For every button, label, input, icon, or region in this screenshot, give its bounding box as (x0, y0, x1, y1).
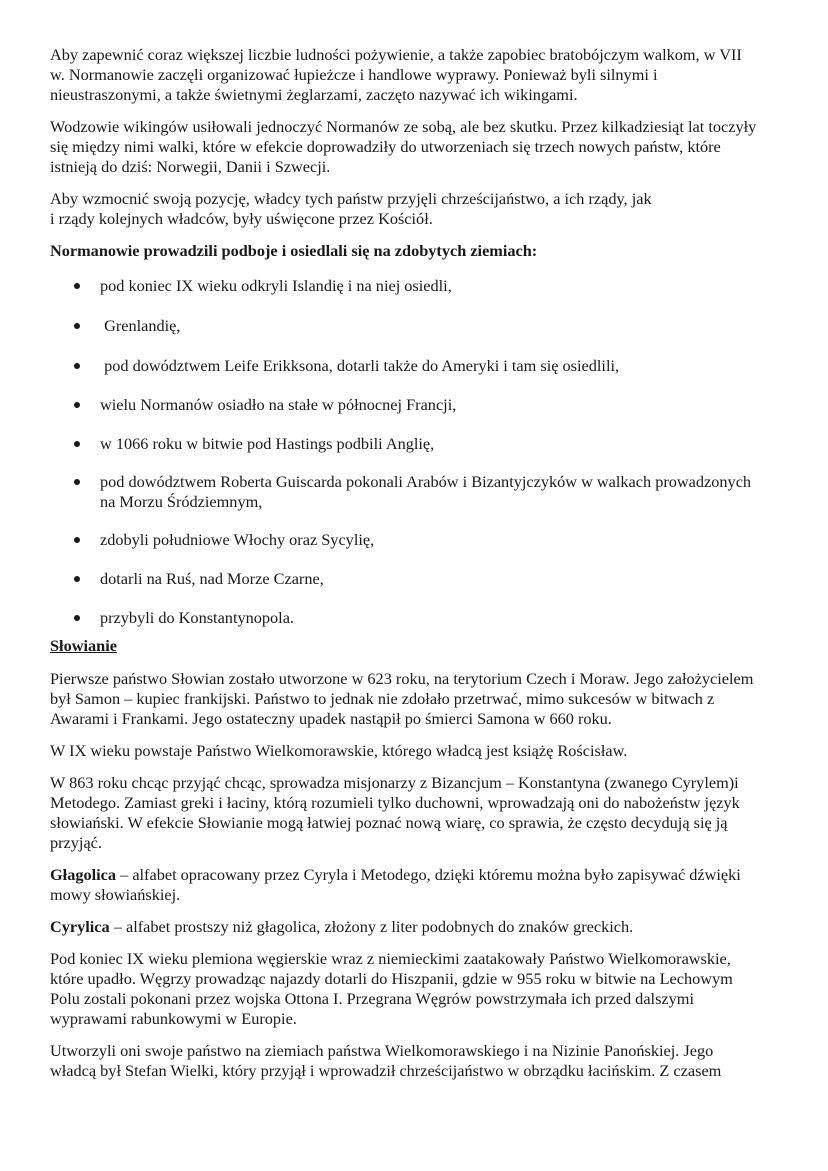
list-item-text: zdobyli południowe Włochy oraz Sycylię, (100, 530, 375, 549)
bullet-icon (74, 363, 80, 369)
document-page (50, 45, 775, 1081)
bullet-icon (74, 615, 80, 621)
conquests-list (50, 276, 775, 628)
text-line: Aby wzmocnić swoją pozycję, władcy tych państw przyjęli chrześcijaństwo, a ich rządy, jak (50, 189, 652, 208)
list-item-text: Grenlandię, (100, 316, 181, 335)
cyrylica-definition (50, 917, 775, 937)
conquests-heading: Normanowie prowadzili podboje i osiedlali się na zdobytych ziemiach: (50, 241, 538, 260)
text-line: w. Normanowie zaczęli organizować łupieżcze i handlowe wyprawy. Ponieważ byli silnymi i (50, 65, 658, 84)
text-line: nieustraszonymi, a także świetnymi żeglarzami, zaczęto nazywać ich wikingami. (50, 85, 578, 104)
list-item (50, 530, 775, 550)
text-line: i rządy kolejnych władców, były uświęcone przez Kościół. (50, 209, 433, 228)
definition-text: – alfabet prostszy niż głagolica, złożony z liter podobnych do znaków greckich. (109, 917, 634, 936)
list-item (50, 472, 775, 512)
bullet-icon (74, 537, 80, 543)
text-line: Wodzowie wikingów usiłowali jednoczyć Normanów ze sobą, ale bez skutku. Przez kilkadziesiąt lat toczyły (50, 117, 757, 136)
text-line: Metodego. Zamiast greki i łaciny, którą rozumieli tylko duchowni, wprowadzają oni do nabożeństw język (50, 793, 740, 812)
list-item (50, 434, 775, 454)
term-cyrylica: Cyrylica (50, 917, 110, 936)
text-line: które upadło. Węgrzy prowadząc najazdy dotarli do Hiszpanii, gdzie w 955 roku w bitwie na Lechowym (50, 969, 733, 988)
text-line: przyjąć. (50, 833, 102, 852)
vikings-paragraph-3 (50, 189, 775, 229)
text-line: Awarami i Frankami. Jego ostateczny upadek nastąpił po śmierci Samona w 660 roku. (50, 709, 612, 728)
definition-text: – alfabet opracowany przez Cyryla i Metodego, dzięki któremu można było zapisywać dźwięki (116, 865, 741, 884)
text-line: był Samon – kupiec frankijski. Państwo to jednak nie zdołało przetrwać, mimo sukcesów w bitwach z (50, 689, 715, 708)
vikings-paragraph-2 (50, 117, 775, 177)
slavs-paragraph-1 (50, 669, 775, 729)
bullet-icon (74, 323, 80, 329)
vikings-paragraph-1 (50, 45, 775, 105)
list-item (50, 608, 775, 628)
list-item-text: w 1066 roku w bitwie pod Hastings podbili Anglię, (100, 434, 435, 453)
slavs-paragraph-2 (50, 741, 775, 761)
text-line: istnieją do dziś: Norwegii, Danii i Szwecji. (50, 157, 331, 176)
text-line: Aby zapewnić coraz większej liczbie ludności pożywienie, a także zapobiec bratobójczym walkom, w VII (50, 45, 742, 64)
definition-text: mowy słowiańskiej. (50, 885, 181, 904)
list-item-text: przybyli do Konstantynopola. (100, 608, 294, 627)
bullet-icon (74, 479, 80, 485)
list-item (50, 569, 775, 589)
slavs-paragraph-5 (50, 1041, 775, 1081)
slavs-paragraph-4 (50, 949, 775, 1029)
list-item (50, 316, 775, 336)
text-line: Pierwsze państwo Słowian zostało utworzone w 623 roku, na terytorium Czech i Moraw. Jego założycielem (50, 669, 754, 688)
bullet-icon (74, 402, 80, 408)
glagolica-definition (50, 865, 775, 905)
bullet-icon (74, 283, 80, 289)
text-line: wyprawami rabunkowymi w Europie. (50, 1009, 297, 1028)
list-item-text: pod dowództwem Roberta Guiscarda pokonali Arabów i Bizantyjczyków w walkach prowadzonych (100, 472, 752, 491)
list-item-text: wielu Normanów osiadło na stałe w północnej Francji, (100, 395, 457, 414)
term-glagolica: Głagolica (50, 865, 117, 884)
section-heading-slavs: Słowianie (50, 636, 117, 655)
slavs-paragraph-3 (50, 773, 775, 853)
list-item (50, 276, 775, 296)
bullet-icon (74, 576, 80, 582)
list-item-text: na Morzu Śródziemnym, (100, 492, 263, 511)
list-item (50, 395, 775, 415)
text-line: Pod koniec IX wieku plemiona węgierskie wraz z niemieckimi zaatakowały Państwo Wielkomorawskie, (50, 949, 731, 968)
text-line: słowiański. W efekcie Słowianie mogą łatwiej poznać nową wiarę, co sprawia, że często decydują się ją (50, 813, 728, 832)
list-item-text: pod dowództwem Leife Erikksona, dotarli także do Ameryki i tam się osiedlili, (100, 356, 620, 375)
list-item (50, 356, 775, 376)
text-line: władcą był Stefan Wielki, który przyjął i wprowadził chrześcijaństwo w obrządku łacińskim. Z czasem (50, 1061, 722, 1080)
text-line: się między nimi walki, które w efekcie doprowadziły do utworzeniach się trzech nowych państw, które (50, 137, 721, 156)
text-line: Polu zostali pokonani przez wojska Ottona I. Przegrana Węgrów powstrzymała ich przed dalszymi (50, 989, 694, 1008)
list-item-text: dotarli na Ruś, nad Morze Czarne, (100, 569, 324, 588)
bullet-icon (74, 441, 80, 447)
text-line: W 863 roku chcąc przyjąć chcąc, sprowadza misjonarzy z Bizancjum – Konstantyna (zwanego Cyrylem)i (50, 773, 739, 792)
list-item-text: pod koniec IX wieku odkryli Islandię i na niej osiedli, (100, 276, 452, 295)
text-line: Utworzyli oni swoje państwo na ziemiach państwa Wielkomorawskiego i na Nizinie Panońskiej. Jego (50, 1041, 714, 1060)
text-line: W IX wieku powstaje Państwo Wielkomorawskie, którego władcą jest książę Rościsław. (50, 741, 628, 760)
